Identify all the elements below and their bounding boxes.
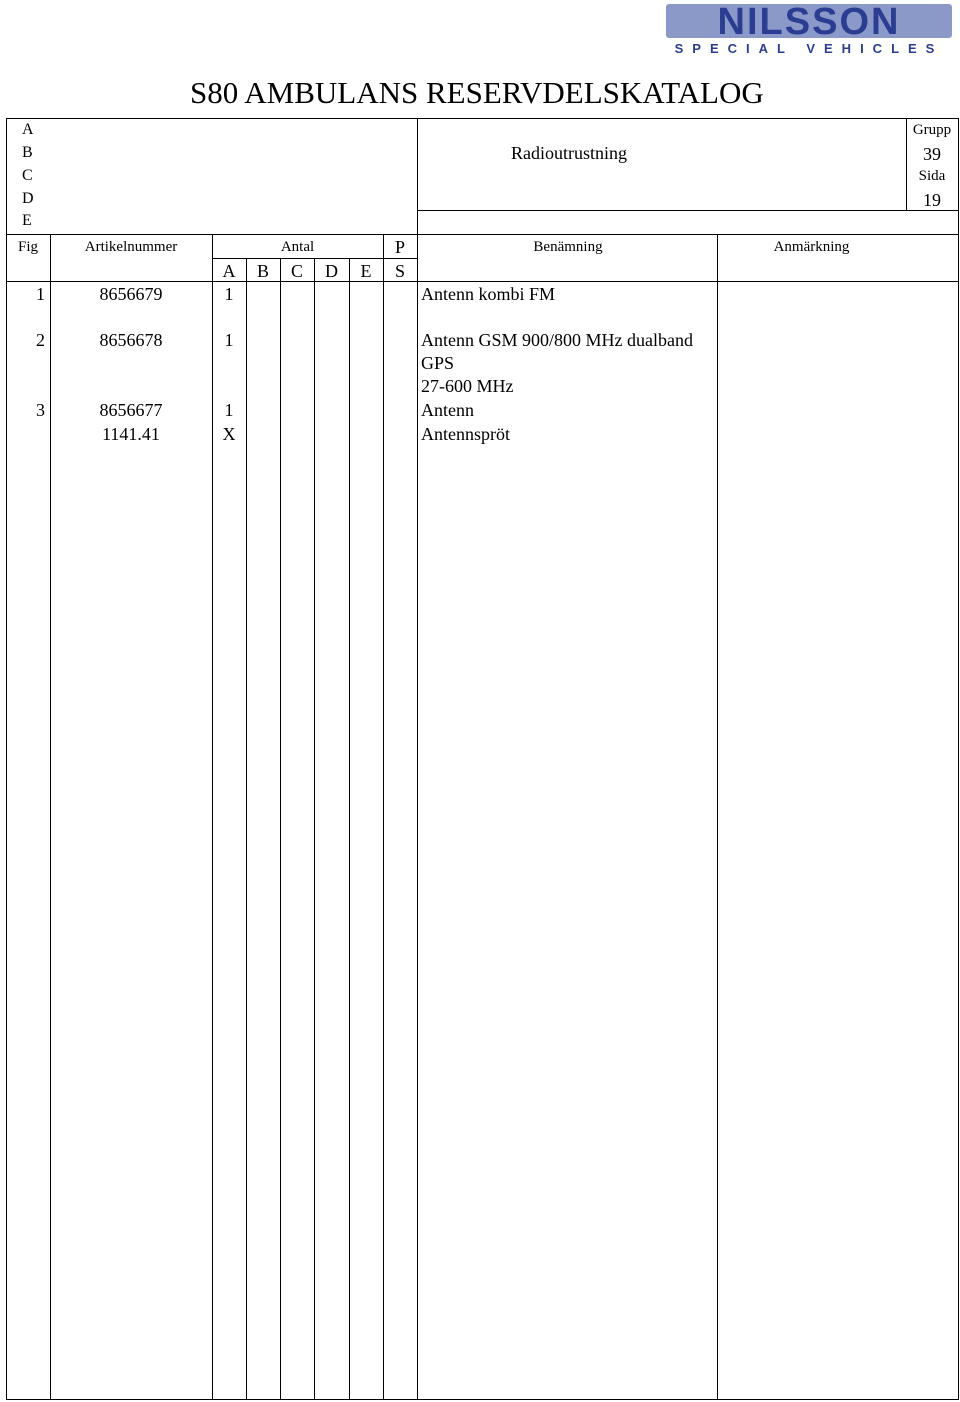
- section-name: Radioutrustning: [511, 143, 627, 163]
- page-label: Sida: [918, 168, 946, 184]
- column-header-p: P: [394, 237, 405, 257]
- page-value: 19: [923, 190, 941, 210]
- row-description: 27-600 MHz: [421, 376, 514, 396]
- row-fig: 3: [36, 400, 45, 420]
- column-header-remark: Anmärkning: [773, 239, 850, 255]
- page-title: S80 AMBULANS RESERVDELSKATALOG: [190, 75, 764, 110]
- row-fig: 1: [36, 284, 45, 304]
- logo-brand: NILSSON: [717, 2, 901, 43]
- row-fig: 2: [36, 330, 45, 350]
- nilsson-logo-icon: [664, 2, 954, 56]
- row-description: Antenn kombi FM: [421, 284, 556, 304]
- row-description: Antenn GSM 900/800 MHz dualband: [421, 330, 693, 350]
- row-article: 1141.41: [102, 424, 160, 444]
- column-header-article: Artikelnummer: [84, 239, 178, 255]
- variant-letter-e: E: [22, 212, 32, 229]
- variant-letter-a: A: [22, 121, 34, 138]
- column-header-description: Benämning: [533, 239, 603, 255]
- group-label: Grupp: [912, 122, 952, 138]
- row-description: Antenn: [421, 400, 474, 420]
- row-article: 8656677: [99, 400, 163, 420]
- qty-sub-b: B: [256, 261, 269, 281]
- qty-sub-a: A: [222, 261, 236, 281]
- qty-sub-e: E: [360, 261, 372, 281]
- row-qty-a: X: [222, 424, 236, 444]
- variant-letter-b: B: [22, 144, 33, 161]
- row-description: Antennspröt: [421, 424, 510, 444]
- group-value: 39: [923, 144, 941, 164]
- qty-sub-d: D: [325, 261, 338, 281]
- row-qty-a: 1: [224, 284, 234, 304]
- column-header-quantity: Antal: [280, 239, 315, 255]
- row-qty-a: 1: [224, 400, 234, 420]
- company-logo: [664, 2, 954, 56]
- qty-sub-c: C: [290, 261, 303, 281]
- row-article: 8656679: [99, 284, 163, 304]
- row-description: GPS: [421, 353, 455, 373]
- logo-tagline: SPECIAL VEHICLES: [674, 41, 944, 56]
- row-article: 8656678: [99, 330, 163, 350]
- variant-letter-d: D: [22, 190, 34, 207]
- column-header-fig: Fig: [17, 239, 38, 255]
- qty-sub-s: S: [394, 261, 405, 281]
- row-qty-a: 1: [224, 330, 234, 350]
- variant-letter-c: C: [22, 167, 33, 184]
